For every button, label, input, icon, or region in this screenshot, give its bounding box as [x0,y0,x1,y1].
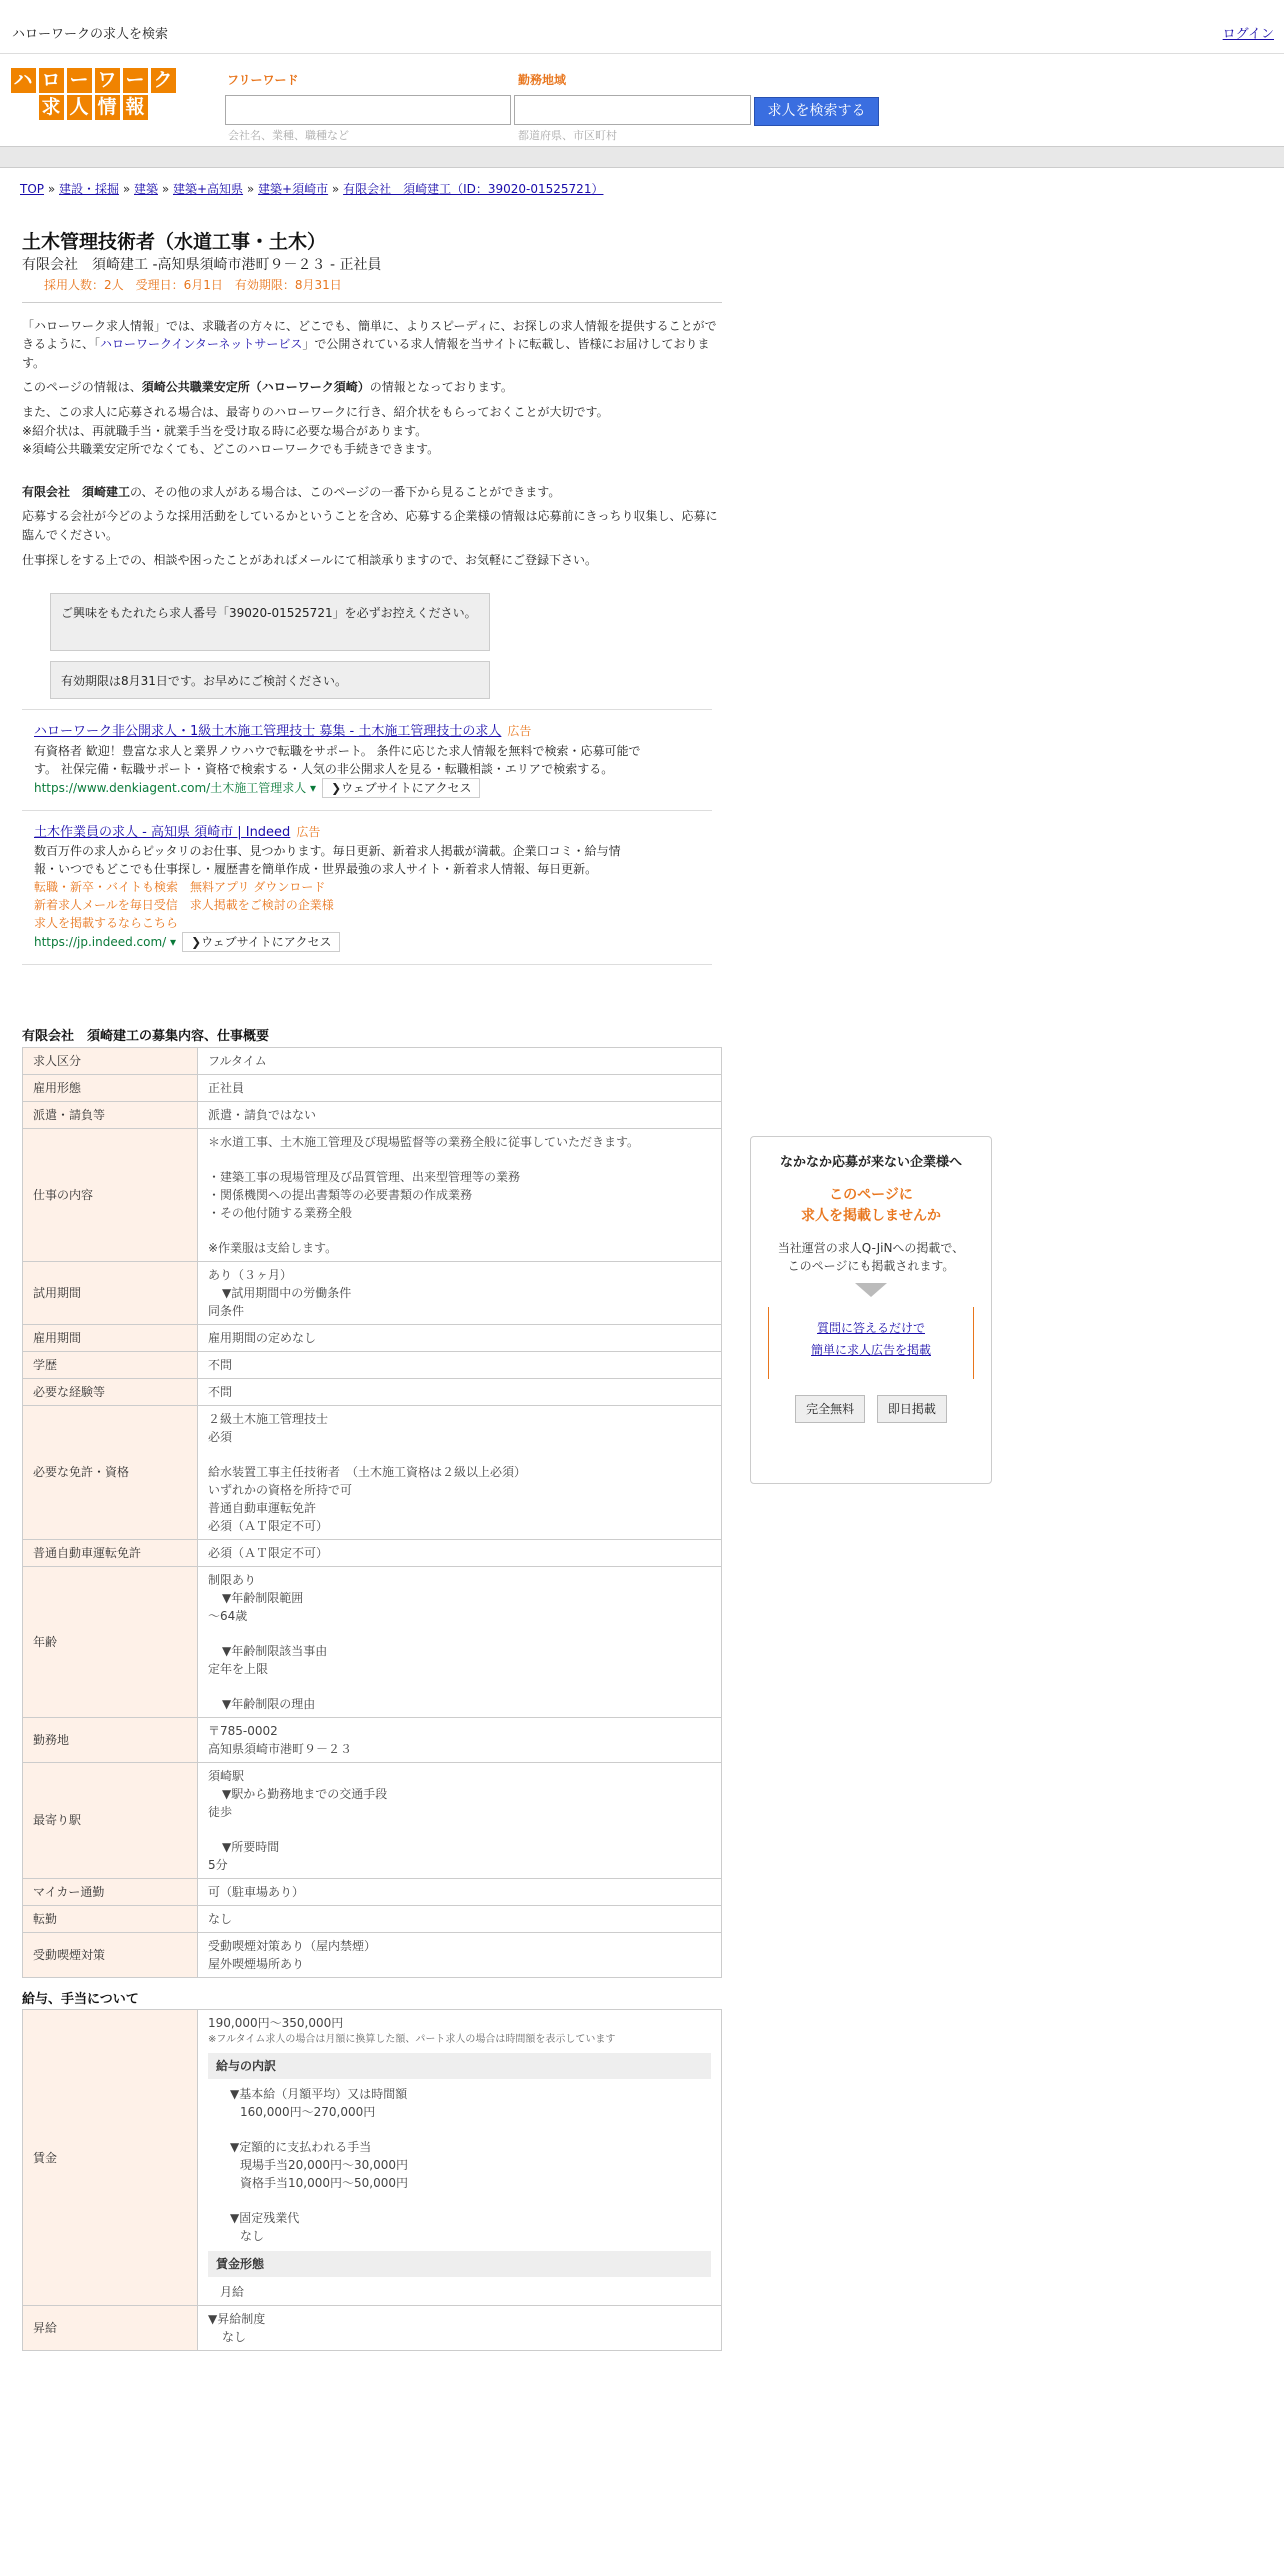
table-row [23,1878,722,1905]
ad-sitelink[interactable]: 求人を掲載するならこちら [34,916,179,931]
breadcrumb-sep: » [328,182,344,196]
row-label: 勤務地 [23,1717,198,1762]
row-value: 可（駐車場あり） [198,1878,722,1905]
table-row [23,1047,722,1074]
salary-note: ※フルタイム求人の場合は月額に換算した額、パート求人の場合は時間額を表示しています [208,2034,616,2046]
divider-bar [0,146,1284,168]
table-row [23,1762,722,1878]
row-value: 不問 [198,1351,722,1378]
row-value: 受動喫煙対策あり（屋内禁煙） 屋外喫煙場所あり [198,1932,722,1977]
salary-table [22,2009,722,2351]
row-value: 派遣・請負ではない [198,1101,722,1128]
advertise-panel [750,1136,992,1484]
ad-title-row [34,722,700,742]
search-area [0,54,1284,146]
table-row [23,2010,722,2306]
breadcrumb-sep: » [44,182,59,196]
row-value: フルタイム [198,1047,722,1074]
ad-description: 有資格者 歓迎！豊富な求人と業界ノウハウで転職をサポート。 条件に応じた求人情報を無料で検索・応募可能です。 社保完備・転職サポート・資格で検索する・人気の非公開求人を見る・転職相談・エリアで検索する。 [34,743,641,776]
logo-char: ー [123,68,148,93]
intro-paragraph-1: 「ハローワーク求人情報」では、求職者の方々に、どこでも、簡単に、よりスピーディに、お探しの求人情報を提供することができるように、「ハローワークインターネットサービス」で公開されている求人情報を当サイトに転載し、皆様にお届けしております。 [22,318,717,370]
row-value: なし [198,1905,722,1932]
breadcrumb-link[interactable]: 建築+須崎市 [258,182,329,196]
ad-description: 数百万件の求人からピッタリのお仕事、見つかります。毎日更新、新着求人掲載が満載。企業口コミ・給与情報・いつでもどこでも仕事探し・履歴書を簡単作成・世界最強の求人サイト・新着求人情報、毎日更新。 [34,844,621,877]
row-label: 必要な経験等 [23,1378,198,1405]
hellowork-internet-link[interactable]: ハローワークインターネットサービス [100,337,303,352]
salary-breakdown-header: 給与の内訳 [208,2053,711,2079]
freeword-input[interactable] [225,95,511,125]
breadcrumb-sep: » [243,182,259,196]
row-label: 賃金 [23,2010,198,2306]
breadcrumb [20,180,603,198]
ad-sitelink[interactable]: 転職・新卒・バイトも検索 無料アプリ ダウンロード [34,880,326,895]
intro-paragraph-5: 応募する会社が今どのような採用活動をしているかということを含め、応募する企業様の情報は応募前にきっちり収集し、応募に臨んでください。 [22,509,718,543]
breadcrumb-sep: » [119,182,134,196]
main-content [22,230,722,2351]
intro-paragraph-2: このページの情報は、須崎公共職業安定所（ハローワーク須崎）の情報となっております。 [22,380,513,395]
table-row [23,1378,722,1405]
table-row [23,1717,722,1762]
ad-url-arrow-icon: ▾ [306,780,317,795]
ad-title-link[interactable]: 土木作業員の求人 - 高知県 須崎市 | Indeed [34,824,291,840]
row-label: 必要な免許・資格 [23,1405,198,1539]
row-label: 学歴 [23,1351,198,1378]
divider [22,302,722,303]
freeword-label: フリーワード [227,73,299,87]
ad-url[interactable]: https://jp.indeed.com/ [34,935,167,950]
row-label: 普通自動車運転免許 [23,1539,198,1566]
deadline-box: 有効期限は8月31日です。お早めにご検討ください。 [50,661,490,699]
free-button[interactable]: 完全無料 [795,1395,865,1423]
arrow-down-icon [855,1283,887,1297]
row-value: 須崎駅 ▼駅から勤務地までの交通手段 徒歩 ▼所要時間 5分 [198,1762,722,1878]
breadcrumb-link[interactable]: 建築+高知県 [173,182,244,196]
table-row [23,1074,722,1101]
top-bar [0,0,1284,54]
ad-url-row [34,932,700,952]
job-title: 土木管理技術者（水道工事・土木） [22,231,327,253]
ad-badge: 広告 [296,824,321,839]
row-value: 不問 [198,1378,722,1405]
row-label: 最寄り駅 [23,1762,198,1878]
details-table [22,1047,722,1978]
row-label: 試用期間 [23,1261,198,1324]
table-row [23,1566,722,1717]
row-label: 年齢 [23,1566,198,1717]
row-label: 派遣・請負等 [23,1101,198,1128]
row-value: 雇用期間の定めなし [198,1324,722,1351]
row-value: 正社員 [198,1074,722,1101]
logo-char: ワ [95,68,120,93]
ad-url[interactable]: https://www.denkiagent.com/土木施工管理求人 [34,780,307,795]
same-day-button[interactable]: 即日掲載 [877,1395,947,1423]
intro-paragraph-4: 有限会社 須崎建工の、その他の求人がある場合は、このページの一番下から見ることができます。 [22,484,561,499]
row-label: 転勤 [23,1905,198,1932]
table-row [23,1261,722,1324]
ad-url-row [34,778,700,798]
ad-title-row [34,823,700,843]
advertise-description: 当社運営の求人Q-JiNへの掲載で、 このページにも掲載されます。 [777,1240,965,1273]
logo-char: ロ [39,68,64,93]
ad-sitelink[interactable]: 新着求人メールを毎日受信 求人掲載をご検討の企業様 [34,898,334,913]
area-placeholder: 都道府県、市区町村 [518,129,617,142]
area-input[interactable] [514,95,751,125]
table-row [23,1101,722,1128]
table-row [23,2306,722,2351]
row-label: 雇用形態 [23,1074,198,1101]
salary-title: 給与、手当について [22,1991,139,2007]
advertise-link-question[interactable]: 質問に答えるだけで [816,1320,925,1335]
logo-char: ー [67,68,92,93]
ad-badge: 広告 [507,724,532,739]
table-row [23,1932,722,1977]
row-label: 仕事の内容 [23,1128,198,1261]
row-label: 雇用期間 [23,1324,198,1351]
row-value: 190,000円〜350,000円 ※フルタイム求人の場合は月額に換算した額、パート求人の場合は時間額を表示しています 給与の内訳 ▼基本給（月額平均）又は時間額 160,000円〜270,000円 ▼定額的に支払われる手当 現場手当20,000円〜30,000円 資格手当10,000円〜50,000円 ▼固定残業代 なし 賃金形態 月給 [198,2010,722,2306]
row-value: ２級土木施工管理技士 必須 給水装置工事主任技術者 （土木施工資格は２級以上必須） いずれかの資格を所持で可 普通自動車運転免許 必須（ＡＴ限定不可） [198,1405,722,1539]
breadcrumb-link[interactable]: 建設・採掘 [59,182,120,196]
ad-url-arrow-icon: ▾ [166,935,177,950]
logo-char: 人 [67,95,92,120]
logo-char: 情 [95,95,120,120]
search-button[interactable]: 求人を検索する [754,97,879,126]
details-title: 有限会社 須崎建工の募集内容、仕事概要 [22,1029,270,1045]
visit-website-button[interactable]: ❯ウェブサイトにアクセス [182,932,340,952]
hellowork-logo[interactable] [5,67,181,123]
area-label: 勤務地域 [518,73,567,87]
row-value: 〒785-0002 高知県須崎市港町９－２３ [198,1717,722,1762]
breadcrumb-link[interactable]: 建築 [134,182,159,196]
advertise-link-easy[interactable]: 簡単に求人広告を掲載 [810,1342,931,1357]
breadcrumb-sep: » [158,182,173,196]
visit-website-button[interactable]: ❯ウェブサイトにアクセス [322,778,480,798]
row-label: 受動喫煙対策 [23,1932,198,1977]
intro-paragraph-3: また、この求人に応募される場合は、最寄りのハローワークに行き、紹介状をもらっておくことが大切です。 ※紹介状は、再就職手当・就業手当を受け取る時に必要な場合があります。 ※須崎公共職業安定所でなくても、どこのハローワークでも手続きできます。 [22,405,609,457]
advertise-offer: このページに 求人を掲載しませんか [801,1186,941,1224]
salary-form-header: 賃金形態 [208,2251,711,2277]
breadcrumb-link[interactable]: TOP [20,182,45,196]
logo-char: 報 [123,95,148,120]
table-row [23,1905,722,1932]
row-value: 制限あり ▼年齢制限範囲 〜64歳 ▼年齢制限該当事由 定年を上限 ▼年齢制限の理由 [198,1566,722,1717]
site-title: ハローワークの求人を検索 [12,27,169,42]
ad-block [22,709,712,810]
row-value: あり（３ヶ月） ▼試用期間中の労働条件 同条件 [198,1261,722,1324]
row-label: マイカー通勤 [23,1878,198,1905]
advertise-links [768,1307,974,1379]
intro-paragraph-6: 仕事探しをする上での、相談や困ったことがあればメールにて相談承りますので、お気軽にご登録下さい。 [22,552,598,567]
job-subtitle: 有限会社 須崎建工 -高知県須崎市港町９－２３ - 正社員 [22,256,382,273]
job-meta: 採用人数：2人 受理日：6月1日 有効期限：8月31日 [44,277,342,292]
ad-title-link[interactable]: ハローワーク非公開求人・1級土木施工管理技士 募集 - 土木施工管理技士の求人 [34,724,502,740]
breadcrumb-link[interactable]: 有限会社 須崎建工（ID：39020-01525721） [343,182,604,196]
salary-range: 190,000円〜350,000円 [208,2016,344,2031]
row-value: ＊水道工事、土木施工管理及び現場監督等の業務全般に従事していただきます。 ・建築工事の現場管理及び品質管理、出来型管理等の業務 ・関係機関への提出書類等の必要書類の作成業務 ・その他付随する業務全般 ※作業服は支給します。 [198,1128,722,1261]
job-number-box: ご興味をもたれたら求人番号「39020-01525721」を必ずお控えください。 [50,593,490,651]
table-row [23,1351,722,1378]
logo-char: ク [151,68,176,93]
table-row [23,1539,722,1566]
row-value: 必須（ＡＴ限定不可） [198,1539,722,1566]
login-link[interactable]: ログイン [1222,27,1274,42]
freeword-placeholder: 会社名、業種、職種など [228,129,349,142]
row-label: 求人区分 [23,1047,198,1074]
table-row [23,1128,722,1261]
ads-end-divider [22,964,712,965]
row-value: ▼昇給制度 なし [198,2306,722,2351]
row-label: 昇給 [23,2306,198,2351]
logo-char: 求 [39,95,64,120]
ad-block [22,810,712,965]
advertise-heading: なかなか応募が来ない企業様へ [779,1155,962,1170]
table-row [23,1405,722,1539]
logo-char: ハ [11,68,36,93]
table-row [23,1324,722,1351]
salary-form: 月給 [220,2285,245,2300]
